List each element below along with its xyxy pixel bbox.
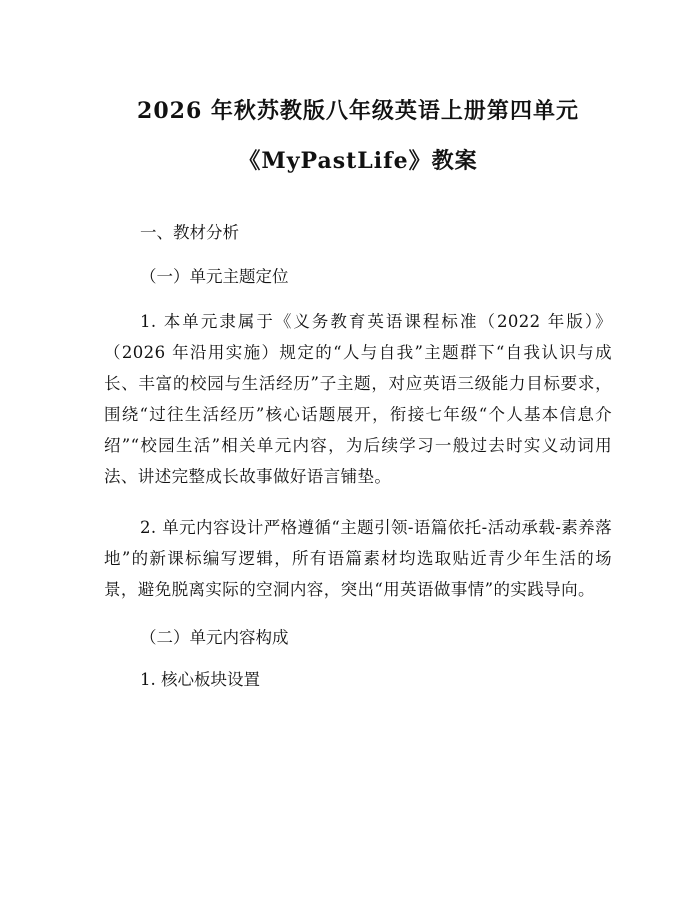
title-line-1: 2026 年秋苏教版八年级英语上册第四单元 <box>137 98 579 124</box>
list-item-core-modules: 1. 核心板块设置 <box>140 670 260 689</box>
document-title <box>104 0 612 184</box>
subsection-heading-unit-theme: （一）单元主题定位 <box>140 267 289 286</box>
paragraph-unit-theme-2: 2. 单元内容设计严格遵循“主题引领-语篇依托-活动承载-素养落地”的新课标编写逻辑，所有语篇素材均选取贴近青少年生活的场景，避免脱离实际的空洞内容，突出“用英语做事情”的实践导向。 <box>104 518 612 599</box>
title-line-2: 《MyPastLife》教案 <box>238 148 478 174</box>
paragraph-unit-theme-1: 1. 本单元隶属于《义务教育英语课程标准（2022 年版）》（2026 年沿用实施）规定的“人与自我”主题群下“自我认识与成长、丰富的校园与生活经历”子主题，对应英语三级能力目标要求，围绕“过往生活经历”核心话题展开，衔接七年级“个人基本信息介绍”“校园生活”相关单元内容，为后续学习一般过去时实义动词用法、讲述完整成长故事做好语言铺垫。 <box>104 312 612 486</box>
document-body <box>104 220 612 693</box>
section-heading-textbook-analysis: 一、教材分析 <box>140 223 239 242</box>
subsection-heading-unit-content: （二）单元内容构成 <box>140 628 289 647</box>
